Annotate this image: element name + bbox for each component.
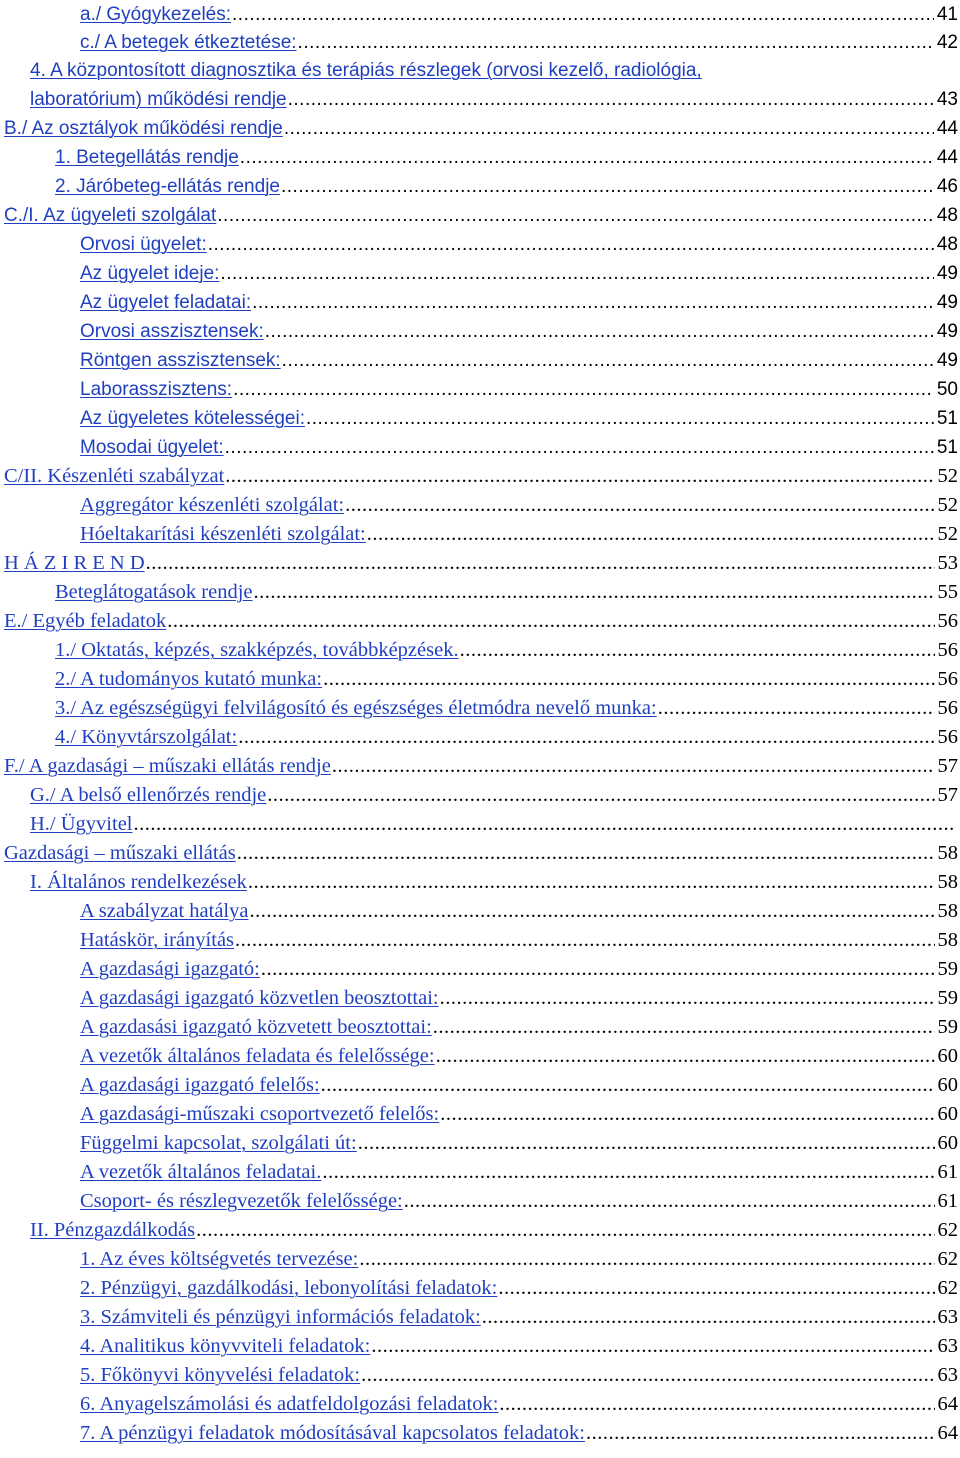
toc-entry[interactable] <box>80 1274 960 1303</box>
toc-entry-page: 49 <box>936 321 958 342</box>
toc-entry-page: 58 <box>937 929 958 951</box>
toc-entry[interactable] <box>80 1361 960 1390</box>
toc-entry-page: 60 <box>937 1045 958 1067</box>
toc-entry-title[interactable]: a./ Gyógykezelés: <box>80 4 232 25</box>
toc-entry-title[interactable]: 2. Pénzügyi, gazdálkodási, lebonyolítási feladatok: <box>80 1277 498 1299</box>
toc-entry-title[interactable]: 7. A pénzügyi feladatok módosításával kapcsolatos feladatok: <box>80 1422 585 1444</box>
dot-leader <box>225 462 934 491</box>
toc-entry-title[interactable]: Mosodai ügyelet: <box>80 437 224 458</box>
toc-entry-title[interactable]: Függelmi kapcsolat, szolgálati út: <box>80 1132 357 1154</box>
dot-leader <box>134 810 956 839</box>
dot-leader <box>367 520 935 549</box>
toc-entry-title[interactable]: A gazdasági igazgató közvetlen beosztottai: <box>80 987 439 1009</box>
dot-leader <box>267 781 934 810</box>
toc-entry-page: 52 <box>937 465 958 487</box>
toc-entry-title[interactable]: Az ügyelet feladatai: <box>80 292 252 313</box>
toc-entry[interactable] <box>80 433 960 462</box>
dot-leader <box>261 955 935 984</box>
toc-entry-title[interactable]: C./I. Az ügyeleti szolgálat <box>4 205 217 226</box>
toc-entry-title[interactable]: A vezetők általános feladata és felelőssége: <box>80 1045 435 1067</box>
toc-entry[interactable] <box>80 1187 960 1216</box>
toc-entry[interactable] <box>30 868 960 897</box>
toc-entry-title[interactable]: Orvosi asszisztensek: <box>80 321 264 342</box>
dot-leader <box>220 259 933 288</box>
dot-leader <box>499 1390 934 1419</box>
toc-entry-page: 49 <box>936 292 958 313</box>
toc-entry[interactable] <box>4 114 960 143</box>
toc-entry-title[interactable]: 1. Az éves költségvetés tervezése: <box>80 1248 359 1270</box>
dot-leader <box>345 491 934 520</box>
toc-entry-title[interactable]: E./ Egyéb feladatok <box>4 610 167 632</box>
toc-entry[interactable] <box>4 839 960 868</box>
dot-leader <box>586 1419 935 1448</box>
dot-leader <box>306 404 934 433</box>
toc-entry-title[interactable]: Hatáskör, irányítás <box>80 929 235 951</box>
toc-entry-title[interactable]: c./ A betegek étkeztetése: <box>80 32 297 53</box>
toc-entry-title[interactable]: H Á Z I R E N D <box>4 552 145 574</box>
toc-entry-title[interactable]: 4. A központosított diagnosztika és terápiás részlegek (orvosi kezelő, radiológia, <box>30 60 702 81</box>
dot-leader <box>323 665 934 694</box>
toc-entry[interactable] <box>30 781 960 810</box>
dot-leader <box>322 1158 934 1187</box>
toc-entry-page: 56 <box>937 639 958 661</box>
toc-entry-title[interactable]: C/II. Készenléti szabályzat <box>4 465 225 487</box>
toc-entry-title[interactable]: A gazdasási igazgató közvetett beosztottai: <box>80 1016 432 1038</box>
toc-entry-page: 49 <box>936 350 958 371</box>
dot-leader <box>252 288 934 317</box>
toc-entry-title[interactable]: 4. Analitikus könyvviteli feladatok: <box>80 1335 371 1357</box>
toc-entry[interactable] <box>80 1419 960 1448</box>
toc-entry[interactable] <box>4 201 960 230</box>
toc-entry[interactable] <box>55 172 960 201</box>
toc-entry-page: 48 <box>936 205 958 226</box>
toc-entry[interactable] <box>80 346 960 375</box>
dot-leader <box>225 433 934 462</box>
toc-entry-title[interactable]: 4./ Könyvtárszolgálat: <box>55 726 238 748</box>
dot-leader <box>371 1332 934 1361</box>
toc-entry-page: 58 <box>937 900 958 922</box>
toc-entry[interactable] <box>80 288 960 317</box>
dot-leader <box>482 1303 935 1332</box>
toc-entry[interactable] <box>55 578 960 607</box>
toc-entry-page: 58 <box>937 842 958 864</box>
toc-entry-title[interactable]: Hóeltakarítási készenléti szolgálat: <box>80 523 366 545</box>
dot-leader <box>498 1274 934 1303</box>
dot-leader <box>460 636 935 665</box>
dot-leader <box>232 0 934 29</box>
toc-entry-title[interactable]: A gazdasági igazgató: <box>80 958 260 980</box>
toc-entry-page: 56 <box>937 610 958 632</box>
toc-entry-page: 53 <box>937 552 958 574</box>
toc-entry[interactable] <box>55 665 960 694</box>
toc-entry-page: 49 <box>936 263 958 284</box>
dot-leader <box>240 143 934 172</box>
toc-entry[interactable] <box>80 28 960 57</box>
dot-leader <box>167 607 934 636</box>
toc-entry-page: 50 <box>936 379 958 400</box>
toc-entry-title[interactable]: 1. Betegellátás rendje <box>55 147 239 168</box>
toc-entry-page: 56 <box>937 668 958 690</box>
toc-entry[interactable] <box>4 549 960 578</box>
toc-entry-page: 42 <box>936 32 958 53</box>
toc-entry-title[interactable]: A vezetők általános feladatai. <box>80 1161 322 1183</box>
dot-leader <box>440 1100 934 1129</box>
toc-entry-page: 63 <box>937 1306 958 1328</box>
toc-entry-title[interactable]: B./ Az osztályok működési rendje <box>4 118 283 139</box>
dot-leader <box>237 839 935 868</box>
toc-entry[interactable] <box>80 230 960 259</box>
toc-entry[interactable] <box>80 404 960 433</box>
toc-entry[interactable] <box>80 1100 960 1129</box>
toc-entry-title[interactable]: Röntgen asszisztensek: <box>80 350 281 371</box>
toc-entry[interactable] <box>30 810 960 839</box>
dot-leader <box>440 984 935 1013</box>
toc-entry[interactable] <box>80 926 960 955</box>
toc-entry-title[interactable]: F./ A gazdasági – műszaki ellátás rendje <box>4 755 331 777</box>
dot-leader <box>361 1361 934 1390</box>
toc-entry-title[interactable]: Gazdasági – műszaki ellátás <box>4 842 236 864</box>
dot-leader <box>298 28 934 57</box>
toc-entry-page: 43 <box>936 89 958 110</box>
toc-entry[interactable] <box>80 375 960 404</box>
toc-entry-page: 62 <box>937 1248 958 1270</box>
toc-entry-page: 61 <box>937 1190 958 1212</box>
toc-entry[interactable] <box>55 723 960 752</box>
dot-leader <box>436 1042 935 1071</box>
dot-leader <box>217 201 934 230</box>
toc-entry-title[interactable]: Aggregátor készenléti szolgálat: <box>80 494 345 516</box>
toc-entry[interactable] <box>80 984 960 1013</box>
toc-entry-page: 48 <box>936 234 958 255</box>
toc-entry-title[interactable]: 6. Anyagelszámolási és adatfeldolgozási feladatok: <box>80 1393 499 1415</box>
toc-entry-page: 60 <box>937 1074 958 1096</box>
toc-entry[interactable] <box>80 955 960 984</box>
toc-entry-title[interactable]: Beteglátogatások rendje <box>55 581 253 603</box>
toc-entry-title[interactable]: I. Általános rendelkezések <box>30 871 247 893</box>
toc-entry-page: 62 <box>937 1277 958 1299</box>
toc-entry[interactable] <box>80 1245 960 1274</box>
dot-leader <box>358 1129 935 1158</box>
toc-entry-page: 52 <box>937 523 958 545</box>
dot-leader <box>282 346 934 375</box>
toc-entry-page: 56 <box>937 726 958 748</box>
toc-entry[interactable] <box>55 143 960 172</box>
toc-entry-title[interactable]: 2./ A tudományos kutató munka: <box>55 668 323 690</box>
toc-entry[interactable] <box>30 1216 960 1245</box>
toc-entry-page: 52 <box>937 494 958 516</box>
toc-entry-title[interactable]: 2. Járóbeteg-ellátás rendje <box>55 176 280 197</box>
toc-entry-title[interactable]: 3. Számviteli és pénzügyi információs feladatok: <box>80 1306 481 1328</box>
toc-entry-title[interactable]: A szabályzat hatálya <box>80 900 249 922</box>
toc-entry-title-continued[interactable]: laboratórium) működési rendje <box>30 89 287 110</box>
toc-entry-page: 64 <box>937 1422 958 1444</box>
dot-leader <box>196 1216 934 1245</box>
toc-entry-page: 41 <box>936 4 958 25</box>
toc-entry-page: 63 <box>937 1364 958 1386</box>
toc-entry[interactable] <box>80 1071 960 1100</box>
toc-entry-title[interactable]: 5. Főkönyvi könyvelési feladatok: <box>80 1364 361 1386</box>
toc-entry[interactable] <box>80 1158 960 1187</box>
toc-entry[interactable] <box>55 694 960 723</box>
toc-entry-page: 44 <box>936 147 958 168</box>
toc-entry-page: 44 <box>936 118 958 139</box>
toc-entry[interactable] <box>55 636 960 665</box>
toc-entry-page: 56 <box>937 697 958 719</box>
toc-entry-page: 51 <box>936 408 958 429</box>
toc-entry-title[interactable]: Az ügyeletes kötelességei: <box>80 408 305 429</box>
dot-leader <box>254 578 935 607</box>
toc-entry-page: 60 <box>937 1132 958 1154</box>
dot-leader <box>208 230 934 259</box>
dot-leader <box>233 375 934 404</box>
toc-entry[interactable] <box>80 520 960 549</box>
toc-entry-title[interactable]: A gazdasági igazgató felelős: <box>80 1074 320 1096</box>
toc-entry[interactable] <box>4 752 960 781</box>
dot-leader <box>658 694 935 723</box>
toc-entry-page: 57 <box>937 784 958 806</box>
dot-leader <box>332 752 935 781</box>
toc-entry-page: 55 <box>937 581 958 603</box>
dot-leader <box>249 897 934 926</box>
toc-entry[interactable] <box>80 1303 960 1332</box>
toc-entry[interactable] <box>4 607 960 636</box>
toc-entry-page: 60 <box>937 1103 958 1125</box>
toc-entry[interactable] <box>80 1390 960 1419</box>
dot-leader <box>281 172 934 201</box>
toc-entry-page: 58 <box>937 871 958 893</box>
dot-leader <box>146 549 935 578</box>
dot-leader <box>235 926 934 955</box>
toc-entry-title[interactable]: Laborasszisztens: <box>80 379 233 400</box>
toc-entry[interactable] <box>30 56 960 116</box>
toc-entry[interactable] <box>80 1042 960 1071</box>
dot-leader <box>404 1187 935 1216</box>
toc-entry-page: 63 <box>937 1335 958 1357</box>
toc-entry-page: 61 <box>937 1161 958 1183</box>
toc-entry-title[interactable]: 3./ Az egészségügyi felvilágosító és egészséges életmódra nevelő munka: <box>55 697 657 719</box>
toc-entry-title[interactable]: Orvosi ügyelet: <box>80 234 207 255</box>
toc-entry-title[interactable]: Az ügyelet ideje: <box>80 263 220 284</box>
toc-entry-title[interactable]: 1./ Oktatás, képzés, szakképzés, továbbképzések. <box>55 639 459 661</box>
toc-entry-page: 51 <box>936 437 958 458</box>
toc-entry-title[interactable]: A gazdasági-műszaki csoportvezető felelős: <box>80 1103 440 1125</box>
toc-entry-title[interactable]: Csoport- és részlegvezetők felelőssége: <box>80 1190 403 1212</box>
dot-leader <box>248 868 935 897</box>
toc-entry[interactable] <box>80 491 960 520</box>
toc-entry-page: 57 <box>937 755 958 777</box>
toc-entry-page: 62 <box>937 1219 958 1241</box>
toc-entry-page: 64 <box>937 1393 958 1415</box>
toc-entry[interactable] <box>80 1332 960 1361</box>
dot-leader <box>238 723 934 752</box>
toc-entry[interactable] <box>80 1129 960 1158</box>
dot-leader <box>284 114 934 143</box>
toc-entry[interactable] <box>80 0 960 29</box>
toc-entry-page: 59 <box>937 987 958 1009</box>
toc-entry-title[interactable]: H./ Ügyvitel <box>30 813 133 835</box>
toc-entry[interactable] <box>80 897 960 926</box>
toc-entry[interactable] <box>4 462 960 491</box>
toc-entry[interactable] <box>80 317 960 346</box>
toc-entry-title[interactable]: II. Pénzgazdálkodás <box>30 1219 196 1241</box>
dot-leader <box>265 317 934 346</box>
toc-entry-page: 59 <box>937 958 958 980</box>
dot-leader <box>321 1071 935 1100</box>
toc-entry-page: 59 <box>937 1016 958 1038</box>
toc-entry[interactable] <box>80 1013 960 1042</box>
toc-entry-page: 46 <box>936 176 958 197</box>
toc-entry[interactable] <box>80 259 960 288</box>
dot-leader <box>433 1013 935 1042</box>
toc-entry-title[interactable]: G./ A belső ellenőrzés rendje <box>30 784 267 806</box>
dot-leader <box>288 85 934 114</box>
dot-leader <box>359 1245 934 1274</box>
